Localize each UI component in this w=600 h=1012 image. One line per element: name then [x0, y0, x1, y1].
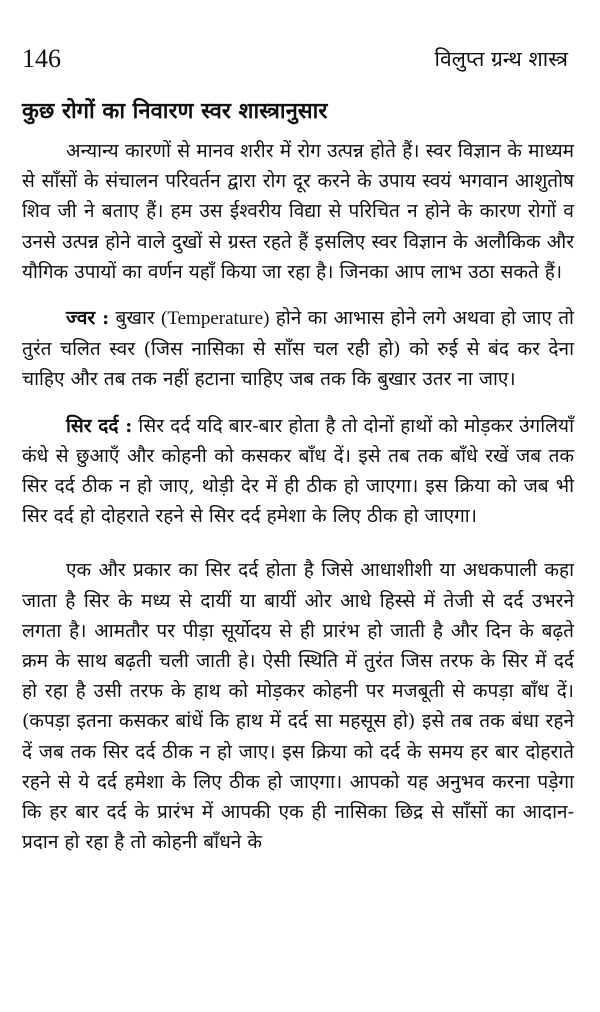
body-text [22, 136, 574, 857]
section-heading: कुछ रोगों का निवारण स्वर शास्त्रानुसार [22, 98, 328, 124]
paragraph-fever [22, 303, 574, 395]
paragraph-intro: अन्यान्य कारणों से मानव शरीर में रोग उत्पन्न होते हैं। स्वर विज्ञान के माध्यम से साँसों के संचालन परिवर्तन द्वारा रोग दूर करने के उपाय स्वयं भगवान आशुतोष शिव जी ने बताए हैं। हम उस ईश्वरीय विद्या से परिचित न होने के कारण रोगों व उनसे उत्पन्न होने वाले दुखों से ग्रस्त रहते हैं इसलिए स्वर विज्ञान के अलौकिक और यौगिक उपायों का वर्णन यहाँ किया जा रहा है। जिनका आप लाभ उठा सकते हैं। [22, 140, 574, 283]
fever-english-term: (Temperature) [161, 308, 270, 330]
term-fever: ज्वर : [66, 307, 110, 330]
running-header-title: विलुप्त ग्रन्थ शास्त्र [434, 47, 568, 71]
page-number: 146 [22, 44, 61, 73]
fever-text-lead: बुखार [109, 307, 162, 330]
paragraph-migraine: एक और प्रकार का सिर दर्द होता है जिसे आधाशीशी या अधकपाली कहा जाता है सिर के मध्य से दायीं या बायीं ओर आधे हिस्से में तेजी से दर्द उभरने लगता है। आमतौर पर पीड़ा सूर्योदय से ही प्रारंभ हो जाती है और दिन के बढ़ते क्रम के साथ बढ़ती चली जाती हे। ऐसी स्थिति में तुरंत जिस तरफ के सिर में दर्द हो रहा है उसी तरफ के हाथ को मोड़कर कोहनी पर मजबूती से कपड़ा बाँध दें। (कपड़ा इतना कसकर बांधें कि हाथ में दर्द सा महसूस हो) इसे तब तक बंधा रहने दें जब तक सिर दर्द ठीक न हो जाए। इस क्रिया को दर्द के समय हर बार दोहराते रहने से ये दर्द हमेशा के लिए ठीक हो जाएगा। आपको यह अनुभव करना पड़ेगा कि हर बार दर्द के प्रारंभ में आपकी एक ही नासिका छिद्र से साँसों का आदान-प्रदान हो रहा है तो कोहनी बाँधने के [22, 559, 574, 854]
term-headache: सिर दर्द : [66, 414, 133, 437]
fever-text: होने का आभास होने लगे अथवा हो जाए तो तुरंत चलित स्वर (जिस नासिका से साँस चल रही हो) को रुई से बंद कर देना चाहिए और तब तक नहीं हटाना चाहिए जब तक कि बुखार उतर ना जाए। [22, 307, 574, 391]
headache-text: सिर दर्द यदि बार-बार होता है तो दोनों हाथों को मोड़कर उंगलियाँ कंधे से छुआएँ और कोहनी को कसकर बाँध दें। इसे तब तक बाँधे रखें जब तक सिर दर्द ठीक न हो जाए, थोड़ी देर में ही ठीक हो जाएगा। इस क्रिया को जब भी सिर दर्द हो दोहराते रहने से सिर दर्द हमेशा के लिए ठीक हो जाएगा। [22, 414, 574, 528]
paragraph-headache [22, 411, 574, 532]
